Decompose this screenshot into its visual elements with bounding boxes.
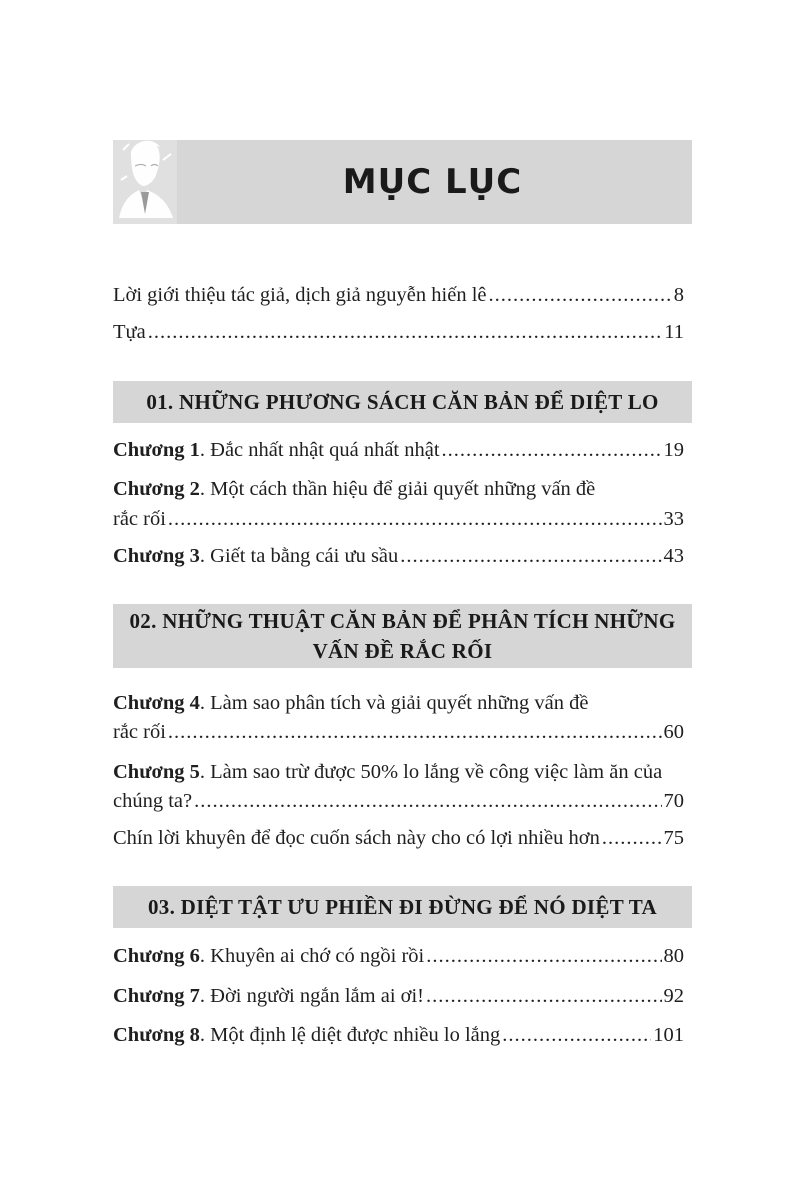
entry-title: Tựa [113, 321, 146, 343]
dot-leader [426, 942, 661, 970]
toc-entry-chapter-4-line1[interactable] [113, 689, 684, 717]
chapter-label: Chương 3 [113, 545, 200, 567]
entry-title [113, 982, 424, 1010]
chapter-label: Chương 5 [113, 761, 200, 783]
entry-title [113, 436, 440, 464]
chapter-text: . Một cách thần hiệu để giải quyết những vấn đề [199, 478, 596, 500]
dot-leader [400, 542, 661, 570]
toc-entry-chapter-4-line2[interactable] [113, 718, 684, 746]
toc-entry-chapter-5-line1[interactable] [113, 758, 684, 786]
section-title-line2: VẤN ĐỀ RẮC RỐI [312, 639, 493, 663]
page-number: 70 [663, 790, 684, 812]
page-number: 60 [663, 721, 684, 743]
toc-entry-chapter-2-line2[interactable] [113, 505, 684, 533]
chapter-text: . Đắc nhất nhật quá nhất nhật [199, 439, 440, 461]
entry-title: Chín lời khuyên để đọc cuốn sách này cho có lợi nhiều hơn [113, 827, 600, 849]
entry-title: Lời giới thiệu tác giả, dịch giả nguyễn hiến lê [113, 284, 487, 306]
page-number: 19 [663, 439, 684, 461]
chapter-text: . Khuyên ai chớ có ngồi rồi [199, 945, 425, 967]
section-heading-03 [113, 886, 692, 928]
page-number: 75 [663, 827, 684, 849]
chapter-text-continued: chúng ta? [113, 790, 193, 812]
chapter-label: Chương 2 [113, 478, 200, 500]
toc-entry-chapter-7[interactable] [113, 982, 684, 1010]
entry-title [113, 942, 424, 970]
author-portrait-icon [113, 130, 177, 224]
chapter-text: . Làm sao phân tích và giải quyết những vấn đề [199, 692, 589, 714]
page-number: 33 [663, 508, 684, 530]
section-heading-02 [113, 604, 692, 668]
toc-entry-chapter-8[interactable] [113, 1021, 684, 1049]
dot-leader [426, 982, 662, 1010]
chapter-text: . Giết ta bằng cái ưu sầu [199, 545, 399, 567]
dot-leader [168, 505, 662, 533]
chapter-label: Chương 1 [113, 439, 200, 461]
chapter-text: . Một định lệ diệt được nhiều lo lắng [199, 1024, 501, 1046]
dot-leader [442, 436, 662, 464]
dot-leader [489, 281, 672, 309]
page-number: 92 [663, 985, 684, 1007]
toc-entry-chapter-6[interactable] [113, 942, 684, 970]
section-title: 01. NHỮNG PHƯƠNG SÁCH CĂN BẢN ĐỂ DIỆT LO [146, 390, 659, 414]
toc-entry-chapter-2-line1[interactable] [113, 475, 684, 503]
toc-entry-nine-tips[interactable] [113, 824, 684, 852]
toc-entry-chapter-3[interactable] [113, 542, 684, 570]
chapter-text-continued: rắc rối [113, 721, 166, 743]
dot-leader [194, 787, 661, 815]
chapter-text: . Đời người ngắn lắm ai ơi! [199, 985, 424, 1007]
dot-leader [602, 824, 662, 852]
dot-leader [148, 318, 663, 346]
dot-leader [502, 1021, 651, 1049]
toc-header [113, 140, 692, 224]
chapter-text: . Làm sao trừ được 50% lo lắng về công việc làm ăn của [199, 761, 663, 783]
chapter-text-continued: rắc rối [113, 508, 166, 530]
entry-title [113, 542, 398, 570]
chapter-label: Chương 4 [113, 692, 200, 714]
page-number: 8 [673, 284, 684, 306]
page-number: 11 [664, 321, 684, 343]
page-number: 80 [663, 945, 684, 967]
section-title-line1: 02. NHỮNG THUẬT CĂN BẢN ĐỂ PHÂN TÍCH NHỮNG [129, 609, 676, 633]
toc-entry-chapter-5-line2[interactable] [113, 787, 684, 815]
page-number: 101 [653, 1024, 684, 1046]
entry-title [113, 1021, 500, 1049]
chapter-label: Chương 8 [113, 1024, 200, 1046]
dot-leader [168, 718, 662, 746]
page-title: MỤC LỤC [342, 162, 523, 202]
section-heading-01 [113, 381, 692, 423]
page-number: 43 [663, 545, 684, 567]
section-title: 03. DIỆT TẬT ƯU PHIỀN ĐI ĐỪNG ĐỂ NÓ DIỆT TA [147, 895, 658, 919]
toc-entry-chapter-1[interactable] [113, 436, 684, 464]
chapter-label: Chương 6 [113, 945, 200, 967]
toc-entry-preface[interactable] [113, 318, 684, 346]
chapter-label: Chương 7 [113, 985, 200, 1007]
toc-entry-intro[interactable] [113, 281, 684, 309]
